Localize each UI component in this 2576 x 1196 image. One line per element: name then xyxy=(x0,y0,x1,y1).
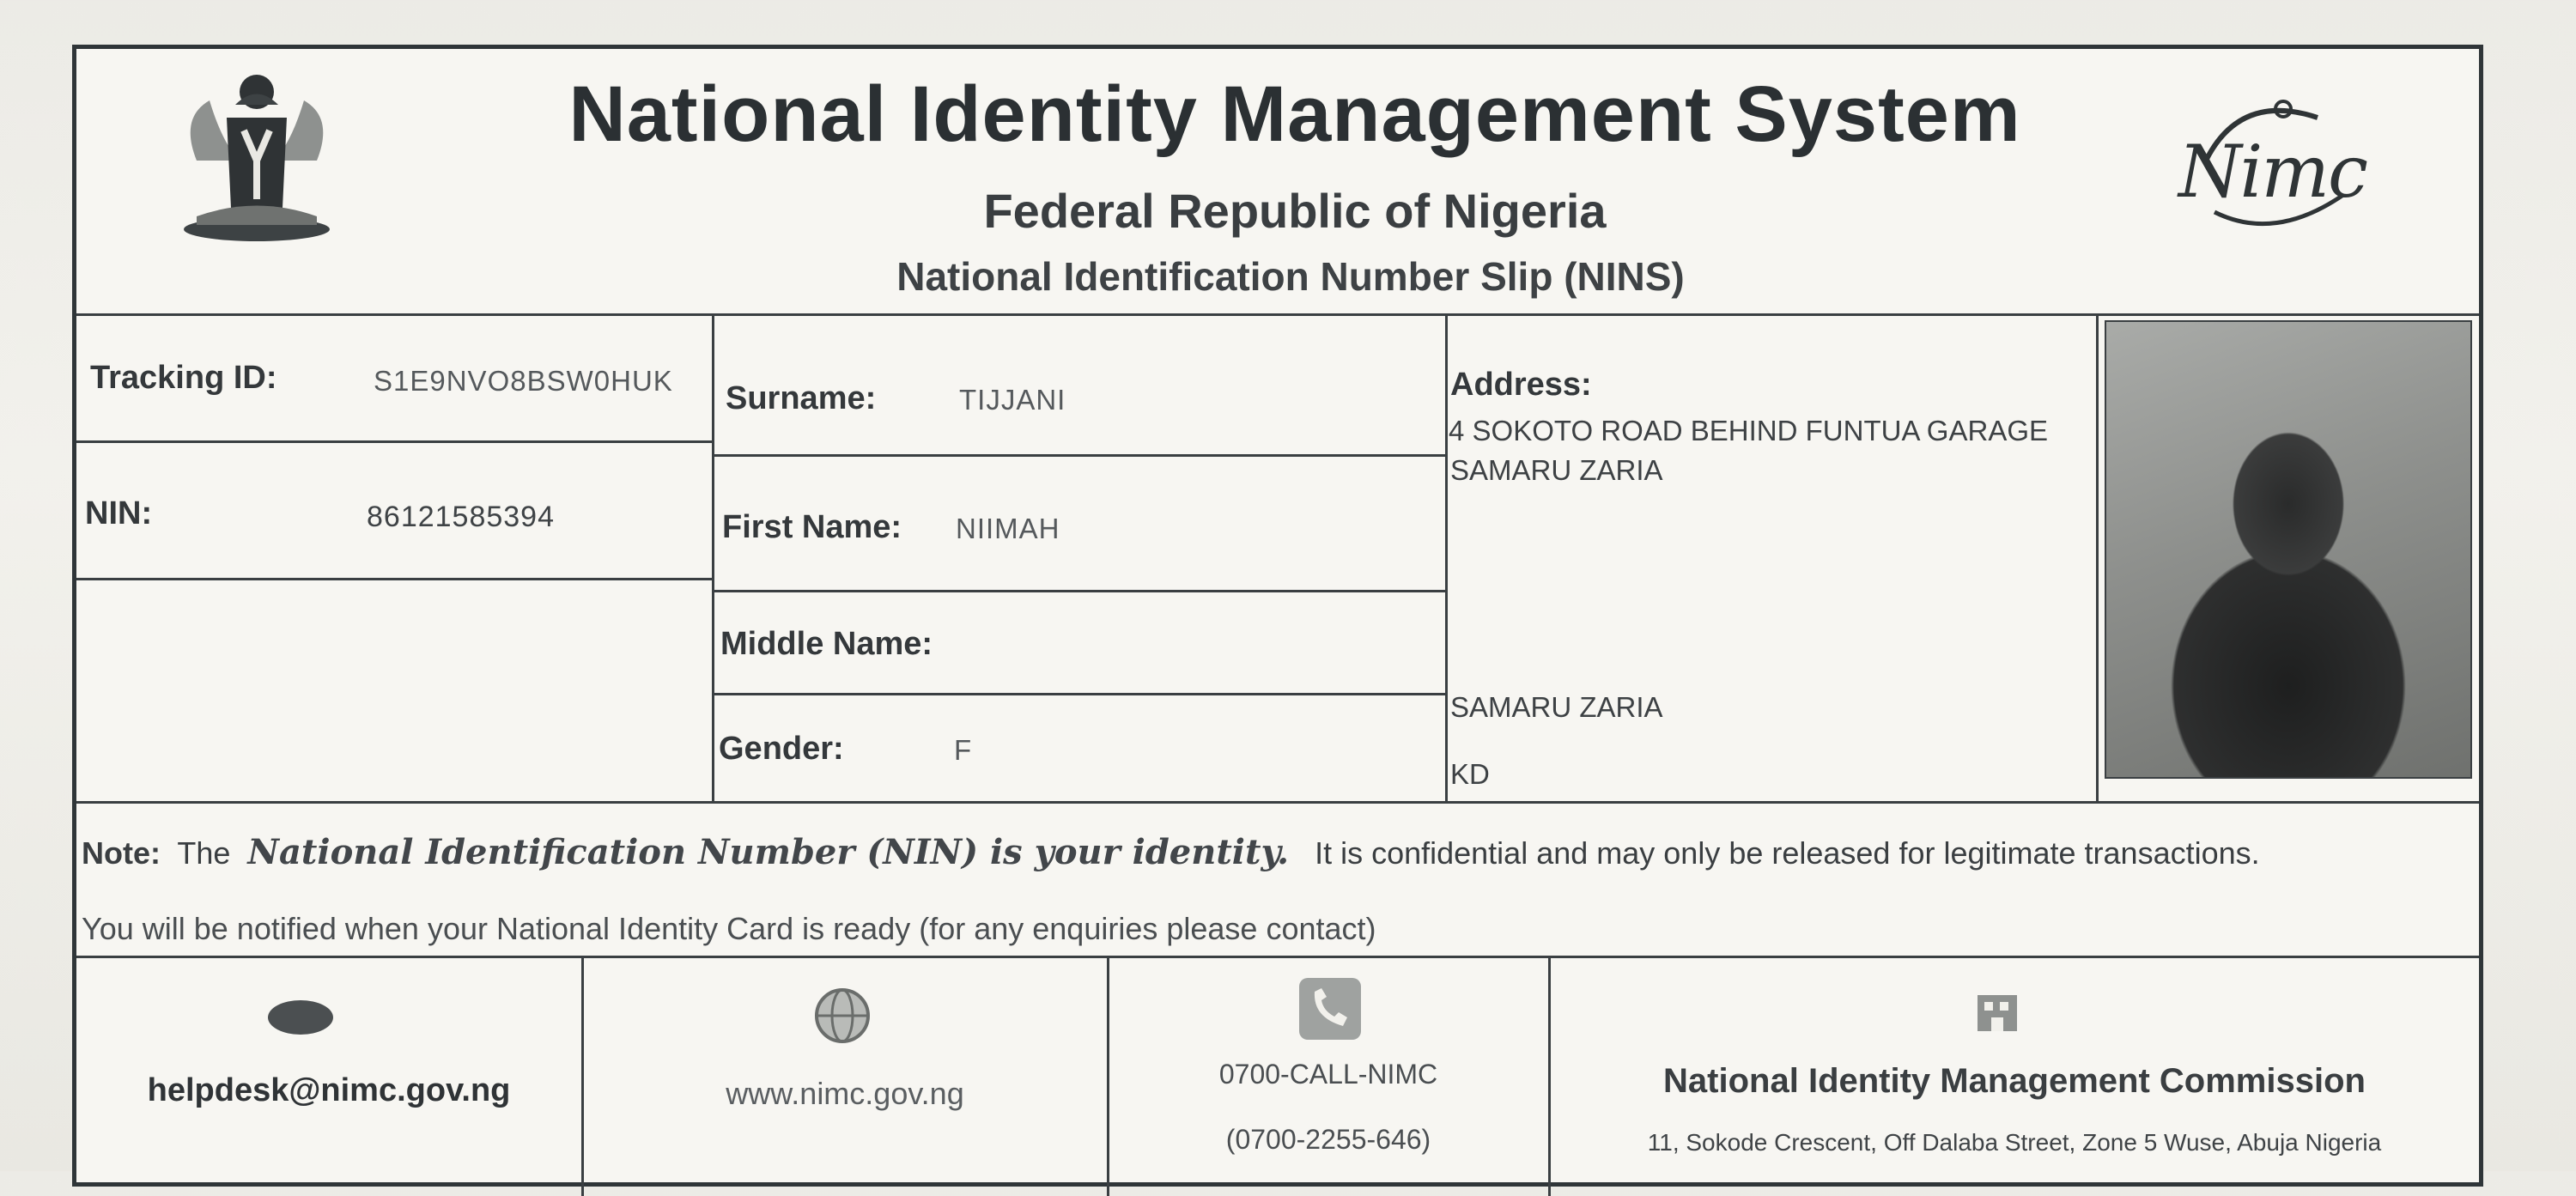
nimc-logo xyxy=(2172,92,2378,246)
slip-name: National Identification Number Slip (NINS) xyxy=(896,254,1685,299)
country-subtitle: Federal Republic of Nigeria xyxy=(983,184,1607,238)
building-icon xyxy=(1967,978,2027,1038)
note-label: Note: xyxy=(82,835,161,871)
address-state: KD xyxy=(1450,758,1490,790)
nin-slip xyxy=(72,45,2483,1187)
tracking-id-label: Tracking ID: xyxy=(90,360,277,396)
tracking-id-value: S1E9NVO8BSW0HUK xyxy=(374,365,673,397)
divider-firstname xyxy=(714,590,1446,592)
address-line-1: 4 SOKOTO ROAD BEHIND FUNTUA GARAGE xyxy=(1449,415,2049,446)
divider-surname xyxy=(714,454,1446,457)
website: www.nimc.gov.ng xyxy=(726,1076,964,1111)
nimc-logo-text: Nimc xyxy=(2178,130,2367,214)
phone-number-digits: (0700-2255-646) xyxy=(1225,1124,1431,1155)
note-line-2: You will be notified when your National Identity Card is ready (for any enquiries please contact) xyxy=(82,911,1376,946)
first-name-value: NIIMAH xyxy=(956,513,1060,544)
page-title: National Identity Management System xyxy=(568,70,2021,158)
phone-icon xyxy=(1296,974,1364,1043)
col-divider-2 xyxy=(1445,313,1448,803)
globe-icon xyxy=(808,981,877,1050)
commission-name: National Identity Management Commission xyxy=(1663,1062,2366,1100)
middle-name-label: Middle Name: xyxy=(720,626,933,662)
note-pre: The xyxy=(177,835,231,871)
nin-value: 86121585394 xyxy=(367,501,556,533)
note-emphasis: National Identification Number (NIN) is your identity. xyxy=(247,832,1290,872)
divider-note xyxy=(76,956,2479,958)
holder-photo xyxy=(2105,320,2472,779)
header-divider xyxy=(76,313,2479,316)
col-divider-3 xyxy=(2096,313,2099,803)
gender-value: F xyxy=(954,734,973,766)
surname-value: TIJJANI xyxy=(959,384,1066,416)
email-icon xyxy=(262,988,339,1040)
divider-tracking xyxy=(76,440,714,443)
address-town: SAMARU ZARIA xyxy=(1450,691,1663,723)
address-label: Address: xyxy=(1450,367,1592,403)
first-name-label: First Name: xyxy=(722,509,902,545)
nin-label: NIN: xyxy=(85,495,153,531)
phone-number: 0700-CALL-NIMC xyxy=(1218,1059,1438,1090)
gender-label: Gender: xyxy=(719,731,844,767)
note-line-1 xyxy=(82,832,2260,872)
helpdesk-email: helpdesk@nimc.gov.ng xyxy=(147,1072,511,1108)
commission-address: 11, Sokode Crescent, Off Dalaba Street, Zone 5 Wuse, Abuja Nigeria xyxy=(1647,1129,2382,1156)
address-line-2: SAMARU ZARIA xyxy=(1450,454,1663,486)
col-divider-1 xyxy=(712,313,714,803)
divider-middlename xyxy=(714,693,1446,695)
note-post: It is confidential and may only be released for legitimate transactions. xyxy=(1315,835,2260,871)
surname-label: Surname: xyxy=(726,380,877,416)
divider-details xyxy=(76,801,2479,804)
divider-nin xyxy=(76,578,714,580)
